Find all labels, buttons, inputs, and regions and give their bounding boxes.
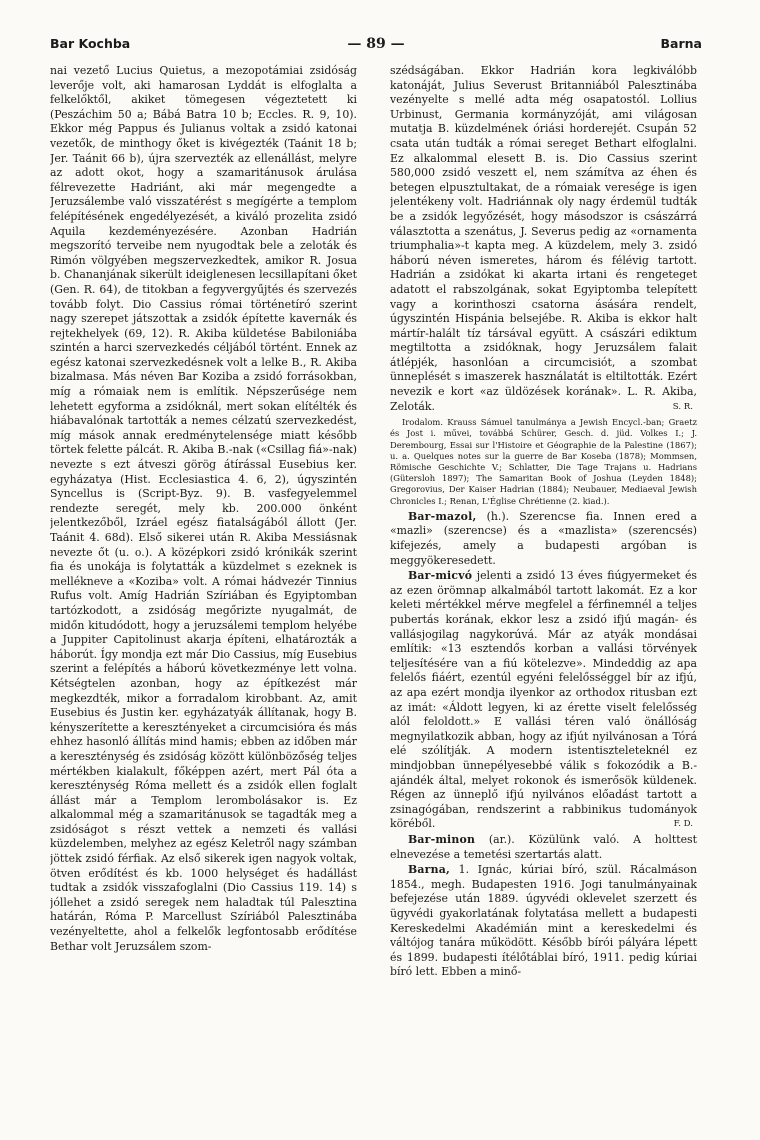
author-signature: F. D. [673, 819, 693, 830]
header-left-keyword: Bar Kochba [50, 36, 131, 51]
right-column [390, 64, 697, 1134]
entry-headword: Barna, [408, 863, 450, 877]
entry-barna [390, 863, 697, 980]
entry-text: (h.). Szerencse fia. Innen ered a «mazli» (szerencse) és a «mazlista» (szerencsés) kifejezés, amely a budapesti argóban is meggyökeresedett. [390, 509, 697, 567]
left-column-text: nai vezető Lucius Quietus, a mezopotámiai zsidóság leverője volt, aki hamarosan Lyddát is elfoglalta a felkelőktől, akiket tömegesen végeztetett ki (Peszáchim 50 a; Bábá Batra 10 b; Eccles. R. 9, 10). Ekkor még Pappus és Julianus voltak a zsidó katonai vezetők, de minthogy őket is kivégezték (Taánit 18 b; Jer. Taánit 66 b), újra szervezték az ellenállást, melyre az adott okot, hogy a szamaritánusok árulása félrevezette Hadriánt, aki már megengedte a Jeruzsálembe való visszatérést s megígérte a templom felépítésének engedélyezését, a kiváló prozelita zsidó Aquila kezdeményezésére. Azonban Hadrián megszorító terveibe nem nyugodtak bele a zeloták és Rimón völgyében megszervezkedtek, amikor R. Josua b. Chananjának sikerült ideiglenesen lecsillapítani őket (Gen. R. 64), de titokban a fegyvergyűjtés és szervezés tovább folyt. Dio Cassius római történetíró szerint nagy szerepet játszottak a zsidók építette kavernák és rejtekhelyek (69, 12). R. Akiba küldetése Babiloniába szintén a harci szervezkedés céljából történt. Ennek az egész katonai szervezkedésnek volt a lelke B., R. Akiba bizalmasa. Más néven Bar Koziba a zsidó forrásokban, míg a rómaiak nem is említik. Népszerűsége nem lehetett egyforma a zsidóknál, mert sokan elítélték és hiábavalónak tartották a nemes célzatú szervezkedést, míg mások annak eredménytelensége miatt később törtek felette pálcát. R. Akiba B.-nak («Csillag fiá»-nak) nevezte s ezt átveszi görög átírással Eusebius ker. egyházatya (Hist. Ecclesiastica 4. 6, 2), úgyszintén Syncellus is (Script-Byz. 9). B. vasfegyelemmel rendezte seregét, mely kb. 200.000 önként jelentkezőből, Izráel egész fiatalságából állott (Jer. Taánit 4. 68d). Első sikerei után R. Akiba Messiásnak nevezte őt (u. o.). A középkori zsidó krónikák szerint fia és unokája is folytatták a küzdelmet s ezeknek is mellékneve a «Koziba» volt. A római hádvezér Tinnius Rufus volt. Amíg Hadrián Szíriában és Egyiptomban tartózkodott, a zsidóság megőrizte nyugalmát, de midőn kitudódott, hogy a jeruzsálemi templom helyébe a Juppiter Capitolinust akarja építeni, elhatározták a háborút. Így mondja ezt már Dio Cassius, míg Eusebius szerint a felépítés a háború következménye lett volna. Kétségtelen azonban, hogy az építkezést már megkezdték, mikor a forradalom kirobbant. Az, amit Eusebius és Justin ker. egyházatyák állítanak, hogy B. kényszerítette a keresztényeket a circumcisióra és más ehhez hasonló állítás mind hamis; ebben az időben már a kereszténység és zsidóság között különbözőség teljes mértékben kialakult, főképpen azért, mert Pál óta a kereszténység Róma mellett és a zsidók ellen foglalt állást már a Templom lerombolásakor is. Ez alkalommal még a szamaritánusok se tagadták meg a zsidóságot s részt vettek a nemzeti és vallási küzdelemben, melyhez az egész Keletről nagy számban jöttek zsidó férfiak. Az első sikerek igen nagyok voltak, ötven erődítést és kb. 1000 helységet és hadállást tudtak a zsidók visszafoglalni (Dio Cassius 119. 14) s jóllehet a zsidó seregek nem haladtak túl Palesztina határán, Róma P. Marcellust Szíriából Palesztinába vezényeltette, ahol a felkelők legfontosabb erődítése Bethar volt Jeruzsálem szom- [50, 64, 357, 953]
page-number: — 89 — [347, 36, 405, 52]
author-signature: S. R. [672, 401, 693, 412]
entry-bar-mazol [390, 510, 697, 568]
entry-text: (ar.). Közülünk való. A holttest elnevezése a temetési szertartás alatt. [390, 832, 697, 861]
left-column [50, 64, 357, 1134]
entry-bar-micvo [390, 569, 697, 832]
entry-text: jelenti a zsidó 13 éves fiúgyermeket és az ezen örömnap alkalmából tartott lakomát. Ez a kor keleti mértékkel mérve megfelel a férfinemnél a teljes pubertás korának, ekkor lesz a zsidó ifjú magán- és vallásjogilag nagykorúvá. Már az atyák mondásai említik: «13 esztendős korban a vallási törvények teljesítésére van a fiú kötelezve». Mindeddig az apa felelős fiáért, ezentúl egyéni felelősséggel bír az ifjú, az apa ezért mondja ilyenkor az orthodox ritusban ezt az imát: «Áldott legyen, ki az érette viselt felelősség alól feloldott.» E vallási téren való önállóság megnyilatkozik abban, hogy az ifjút nyilvánosan a Tórá elé szólítják. A modern istentiszteleteknél ez mindjobban ünnepélyesebbé válik s fokozódik a B.-ajándék által, melyet rokonok és ismerősök küldenek. Régen az ünneplő ifjú nyilvános előadást tartott a zsinagógában, rendszerint a rabbinikus tudományok köréből. [390, 569, 697, 831]
entry-headword: Bar-mazol, [408, 509, 477, 523]
page-header [50, 36, 702, 54]
entry-bar-minon [390, 833, 697, 862]
bar-kochba-text: szédságában. Ekkor Hadrián kora legkiválóbb katonáját, Julius Severust Britanniából Palesztinába vezényelte s mellé adta még osapatostól. Lollius Urbinust, Germania kormányzóját, ami világosan mutatja B. küzdelmének óriási horderejét. Csupán 52 csata után tudták a római sereget Bethart elfoglalni. Ez alkalommal elesett B. is. Dio Cassius szerint 580,000 zsidó veszett el, nem számítva az éhen és betegen elpusztultakat, de a rómaiak veresége is igen jelentékeny volt. Hadriánnak oly nagy érdemül tudták be a zsidók legyőzését, hogy másodszor is császárrá választotta a szenátus, J. Severus pedig az «ornamenta triumphalia»-t kapta meg. A küzdelem, mely 3. zsidó háború néven ismeretes, három és félévig tartott. Hadrián a zsidókat ki akarta irtani és rengeteget adatott el rabszolgának, sokat Egyiptomba telepített vagy a korinthoszi csatorna ásására rendelt, úgyszintén Hispánia belsejébe. R. Akiba is ekkor halt mártír-halált tíz társával együtt. A császári ediktum megtiltotta a zsidóknak, hogy Jeruzsálem falait átlépjék, hasonlóan a circumcisiót, a szombat ünneplését s imaszerek használatát is eltiltották. Ezért nevezik e kort «az üldözések korának». L. R. Akiba, Zeloták. [390, 64, 697, 413]
bar-kochba-continuation [390, 64, 697, 414]
bibliography: Irodalom. Krauss Sámuel tanulmánya a Jewish Encycl.-ban; Graetz és Jost i. művei, továbbá Schürer, Gesch. d. jüd. Volkes I.; J. Derembourg, Essai sur l'Histoire et Géographie de la Palestine (1867); u. a. Quelques notes sur la guerre de Bar Koseba (1878); Mommsen, Römische Geschichte V.; Schlatter, Die Tage Trajans u. Hadrians (Gütersloh 1897); The Samaritan Book of Joshua (Leyden 1848); Gregorovius, Der Kaiser Hadrian (1884); Neubauer, Mediaeval Jewish Chronicles I.; Renan, L'Église Chrétienne (2. kiad.). [390, 417, 697, 506]
header-right-keyword: Barna [660, 36, 702, 51]
entry-headword: Bar-micvó [408, 569, 473, 583]
entry-text: 1. Ignác, kúriai bíró, szül. Rácalmáson 1854., megh. Budapesten 1916. Jogi tanulmányainak befejezése után 1889. úgyvédi oklevelet szerzett és ügyvédi gyakorlatának folytatása mellett a budapesti Kereskedelmi Akadémián mint a kereskedelmi és váltójog tanára működött. Később bírói pályára lépett és 1899. budapesti ítélőtáblai bíró, 1911. pedig kúriai bíró lett. Ebben a minő- [390, 863, 697, 979]
entry-headword: Bar-minon [408, 832, 476, 846]
